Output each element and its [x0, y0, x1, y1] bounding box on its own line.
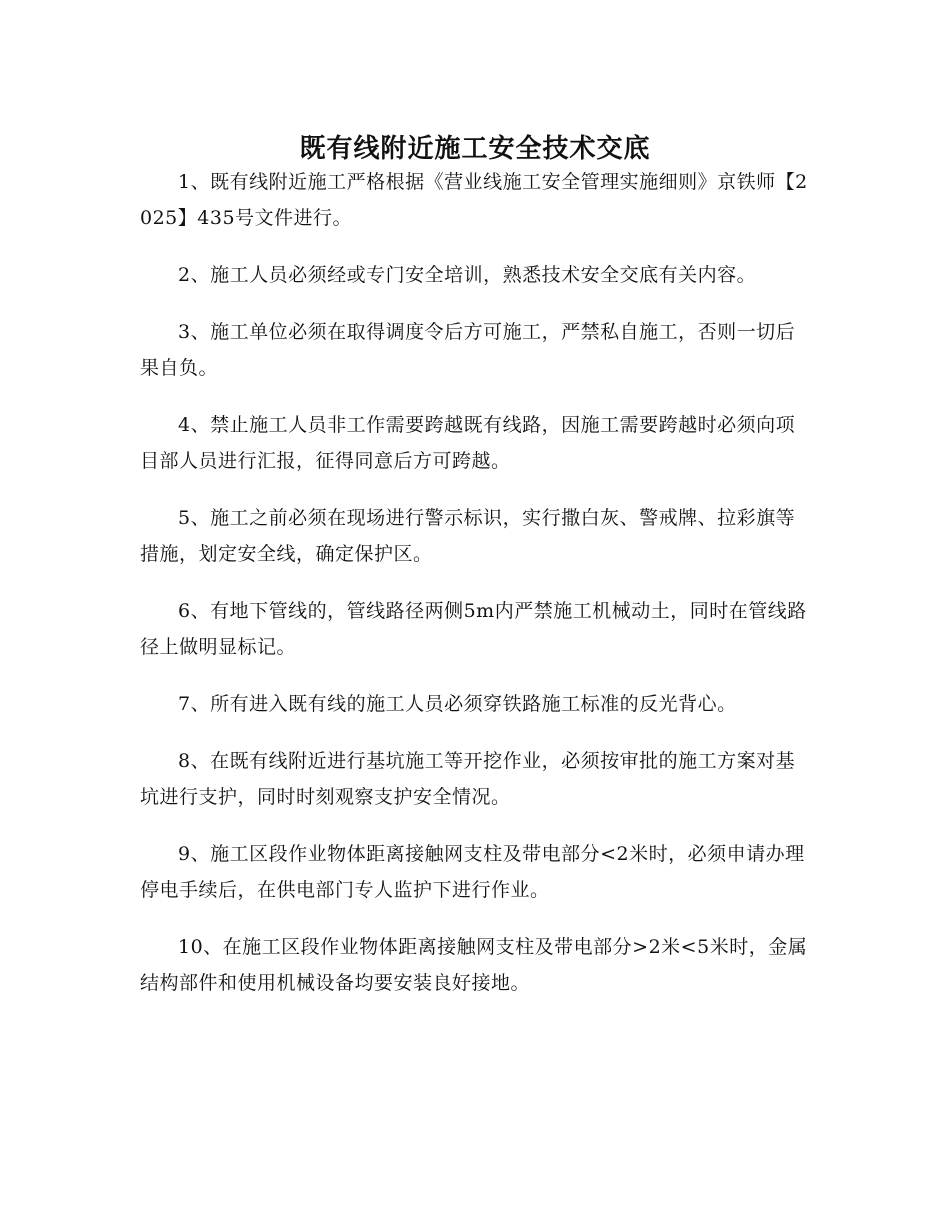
paragraph-4: 4、禁止施工人员非工作需要跨越既有线路，因施工需要跨越时必须向项目部人员进行汇报，征得同意后方可跨越。 [140, 414, 796, 472]
paragraph-2: 2、施工人员必须经或专门安全培训，熟悉技术安全交底有关内容。 [178, 264, 757, 286]
paragraph-7: 7、所有进入既有线的施工人员必须穿铁路施工标准的反光背心。 [178, 693, 737, 715]
paragraph-5: 5、施工之前必须在现场进行警示标识，实行撒白灰、警戒牌、拉彩旗等措施，划定安全线，确定保护区。 [140, 507, 796, 565]
paragraph-1: 1、既有线附近施工严格根据《营业线施工安全管理实施细则》京铁师【2025】435号文件进行。 [140, 171, 808, 229]
paragraph-6: 6、有地下管线的，管线路径两侧5m内严禁施工机械动土，同时在管线路径上做明显标记。 [140, 600, 807, 658]
document-body [140, 164, 810, 1022]
paragraph-10: 10、在施工区段作业物体距离接触网支柱及带电部分>2米<5米时，金属结构部件和使用机械设备均要安装良好接地。 [140, 936, 808, 994]
paragraph-9: 9、施工区段作业物体距离接触网支柱及带电部分<2米时，必须申请办理停电手续后，在供电部门专人监护下进行作业。 [140, 843, 805, 901]
document-title: 既有线附近施工安全技术交底 [299, 134, 651, 165]
paragraph-8: 8、在既有线附近进行基坑施工等开挖作业，必须按审批的施工方案对基坑进行支护，同时时刻观察支护安全情况。 [140, 750, 796, 808]
paragraph-3: 3、施工单位必须在取得调度令后方可施工，严禁私自施工，否则一切后果自负。 [140, 321, 796, 379]
